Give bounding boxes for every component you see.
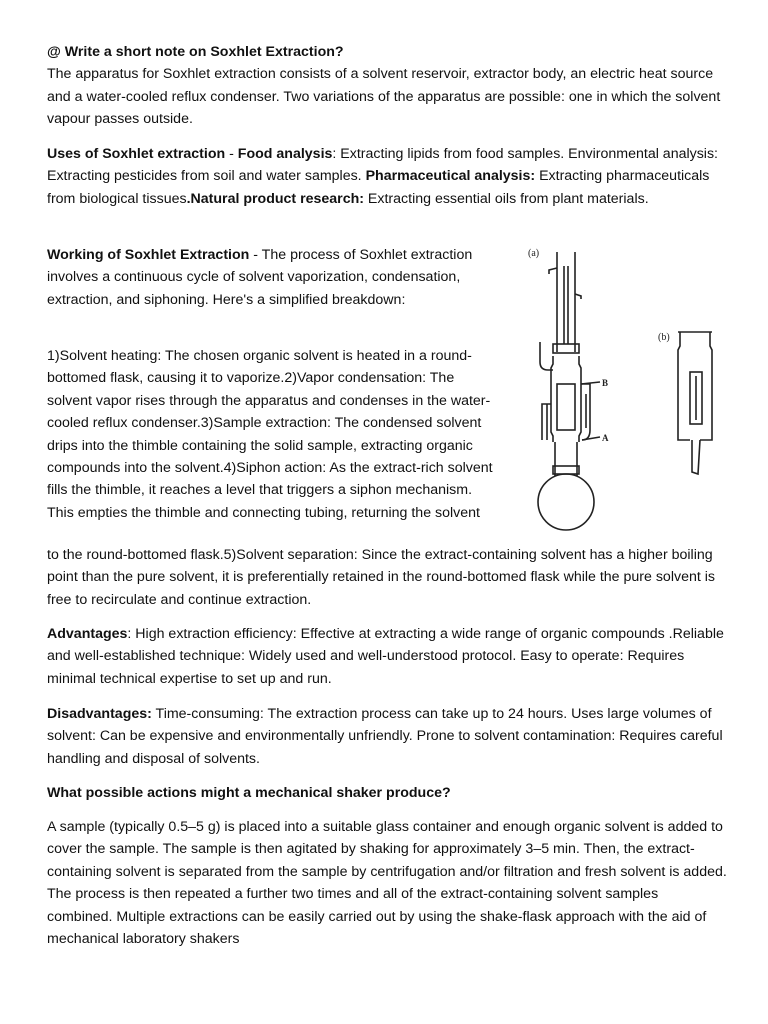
soxhlet-apparatus-drawing [520,244,730,534]
soxhlet-insert-b [678,332,712,474]
working-heading: Working of Soxhlet Extraction [47,247,250,263]
figure-label-a: (a) [528,248,540,259]
uses-paragraph: Uses of Soxhlet extraction - Food analysis: Extracting lipids from food samples. Environmental analysis: Extracting pesticides from soil and water samples. Pharmaceutical analysis: Extracting pharmaceuticals from biological tissues.Natural product research: Extracting essential oils from plant materials. [47,146,718,207]
reflux-condenser [549,252,581,353]
vapor-side-tube [540,342,553,370]
working-intro: Working of Soxhlet Extraction - The process of Soxhlet extraction involves a continuous cycle of solvent vaporization, condensation, extraction, and siphoning. Here's a simplified breakdown: [47,247,473,308]
marker-a: A [602,433,609,443]
intro-paragraph: The apparatus for Soxhlet extraction consists of a solvent reservoir, extractor body, an electric heat source and a water-cooled reflux condenser. Two variations of the apparatus are possible: one in which the solvent vapour passes outside. [47,66,721,128]
advantages-paragraph: Advantages: High extraction efficiency: Effective at extracting a wide range of organic compounds .Reliable and well-established technique: Widely used and well-understood protocol. Easy to operate: Requires minimal technical expertise to set up and run. [47,626,724,687]
shaker-answer: A sample (typically 0.5–5 g) is placed into a suitable glass container and enough organic solvent is added to cover the sample. The sample is then agitated by shaking for approximately 3–5 min. Then, the extract-containing solvent is separated from the sample by centrifugation and/or filtration and fresh solvent is added. The process is then repeated a further two times and all of the extract-containing solvent samples combined. Multiple extractions can be easily carried out by using the shake-flask approach with the aid of mechanical laboratory shakers [47,819,727,948]
working-steps: 1)Solvent heating: The chosen organic solvent is heated in a round-bottomed flask, causing it to vaporize.2)Vapor condensation: The solvent vapor rises through the apparatus and condenses in the water-cooled reflux condenser.3)Sample extraction: The condensed solvent drips into the thimble containing the solid sample, extracting organic compounds into the solvent.4)Siphon action: As the extract-rich solvent fills the thimble, it reaches a level that triggers a siphon mechanism. This empties the thimble and connecting tubing, returning the solvent [47,348,493,521]
figure-label-b: (b) [658,332,670,343]
title-and-intro [47,41,727,131]
marker-b: B [602,378,609,388]
extractor-body [542,356,590,442]
working-steps-continued: to the round-bottomed flask.5)Solvent separation: Since the extract-containing solvent has a higher boiling point than the pure solvent, it is preferentially retained in the round-bottomed flask while the pure solvent is free to recirculate and continue extraction. [47,547,715,608]
round-bottom-flask [538,474,594,530]
soxhlet-apparatus-figure [520,244,730,534]
natural-research-label: .Natural product research: [186,190,364,207]
disadvantages-paragraph: Disadvantages: Time-consuming: The extraction process can take up to 24 hours. Uses large volumes of solvent: Can be expensive and environmentally unfriendly. Prone to solvent contamination: Requires careful handling and disposal of solvents. [47,706,723,767]
pharma-analysis-label: Pharmaceutical analysis: [365,168,536,185]
shaker-question: What possible actions might a mechanical shaker produce? [47,785,451,801]
disadvantages-label: Disadvantages: [47,706,152,722]
uses-heading: Uses of Soxhlet extraction [47,146,226,162]
thimble [557,384,575,430]
page-title: @ Write a short note on Soxhlet Extraction? [47,44,344,60]
advantages-label: Advantages [47,626,128,642]
food-analysis-label: Food analysis [237,146,333,162]
